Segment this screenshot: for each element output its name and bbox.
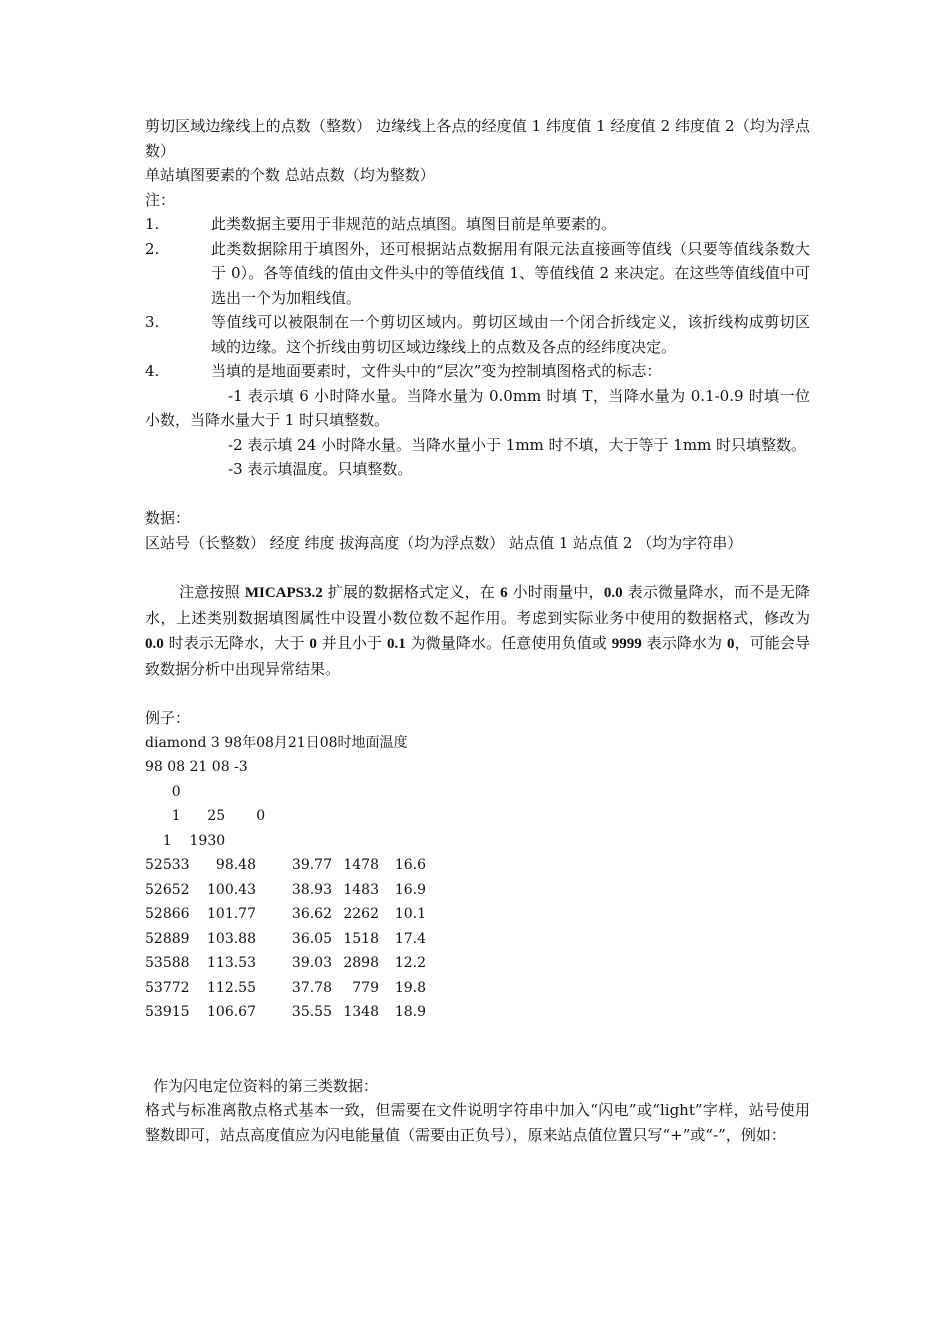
longitude-cell: 112.55 [207,979,256,996]
spacer [145,1049,810,1074]
latitude-cell: 37.78 [291,979,332,996]
value-cell: 17.4 [394,930,426,947]
note-number: 3. [145,313,160,331]
text-run: ，可能会导致数据分析中出现异常结果。 [145,633,810,678]
station-id-cell: 53915 [145,1004,190,1020]
notes-label: 注： [145,190,176,209]
station-id-cell: 53772 [145,979,190,996]
longitude-cell: 106.67 [207,1004,256,1020]
example-header-2: 0 [145,783,181,800]
table-row [145,1000,810,1025]
document-page [145,114,810,1147]
table-row [145,927,810,952]
example-header-1: 98 08 21 08 -3 [145,759,248,775]
bold-run: 0.0 [145,635,164,652]
latitude-cell: 36.05 [291,930,332,947]
latitude-cell: 39.03 [291,955,332,971]
note-4 [145,359,810,384]
value-cell: 18.9 [394,1004,426,1020]
spacer [145,555,810,580]
table-row [145,951,810,976]
text-run: 小时雨量中， [507,582,604,601]
text-run: 注意按照 [179,582,245,601]
text-run: 并且小于 [316,633,387,652]
spacer [145,682,810,707]
spacer [145,1025,810,1050]
sub-note-2: -2 表示填 24 小时降水量。当降水量小于 1mm 时不填，大于等于 1mm 时只填整数。 [228,435,807,454]
note-text: 当填的是地面要素时，文件头中的“层次”变为控制填图格式的标志： [211,362,662,380]
note-3 [145,310,810,359]
sub-note-3: -3 表示填温度。只填整数。 [228,460,413,478]
latitude-cell: 36.62 [291,906,332,922]
bold-run: 6 [500,584,508,601]
lightning-section-title: 作为闪电定位资料的第三类数据： [153,1076,379,1095]
clip-region-line: 剪切区域边缘线上的点数（整数） 边缘线上各点的经度值 1 纬度值 1 经度值 2 纬度值 2（均为浮点数） [145,117,810,160]
latitude-cell: 38.93 [291,881,332,898]
station-id-cell: 52533 [145,857,190,873]
note-text: 此类数据除用于填图外，还可根据站点数据用有限元法直接画等值线（只要等值线条数大于 0）。各等值线的值由文件头中的等值线值 1、等值线值 2 来决定。在这些等值线值中可选出一个为加粗线值。 [211,239,810,307]
text-run: 扩展的数据格式定义，在 [322,582,501,601]
bold-run: MICAPS3.2 [244,584,323,601]
text-run: 表示降水为 [641,633,727,652]
station-id-cell: 53588 [145,955,190,971]
table-row [145,878,810,903]
station-id-cell: 52652 [145,881,190,898]
example-label: 例子： [145,709,191,727]
note-number: 1. [145,215,160,233]
bold-run: 0 [309,635,317,652]
text-run: 时表示无降水，大于 [163,633,310,652]
example-header-4: 1 1930 [145,832,226,849]
table-row [145,902,810,927]
station-count-line: 单站填图要素的个数 总站点数（均为整数） [145,166,435,184]
bold-run: 9999 [611,635,642,652]
longitude-cell: 103.88 [207,930,256,947]
longitude-cell: 101.77 [207,906,256,922]
text-run: 表示微量降水，而不是无降水，上述类别数据填图属性中设置小数位数不起作用。考虑到实际业务中使用的数据格式，修改为 [145,582,810,627]
example-title: diamond 3 98年08月21日08时地面温度 [145,734,408,751]
spacer [145,482,810,507]
table-row [145,853,810,878]
altitude-cell: 1518 [343,930,379,947]
data-description: 区站号（长整数） 经度 纬度 拔海高度（均为浮点数） 站点值 1 站点值 2 （均为字符串） [145,533,743,552]
value-cell: 12.2 [394,955,426,971]
value-cell: 10.1 [394,906,426,922]
text-run: 为微量降水。任意使用负值或 [405,633,612,652]
note-number: 4. [145,362,160,380]
altitude-cell: 1478 [343,857,379,873]
table-row [145,976,810,1001]
value-cell: 19.8 [394,979,426,996]
note-number: 2. [145,239,160,258]
data-label: 数据： [145,509,191,527]
station-id-cell: 52889 [145,930,190,947]
example-header-3: 1 25 0 [145,808,266,824]
altitude-cell: 2898 [343,955,379,971]
altitude-cell: 2262 [343,906,379,922]
example-data-table [145,853,810,1025]
lightning-description: 格式与标准离散点格式基本一致，但需要在文件说明字符串中加入“闪电”或“light”字样，站号使用整数即可，站点高度值应为闪电能量值（需要由正负号），原来站点值位置只写“+”或“-”，例如： [145,1101,810,1144]
longitude-cell: 113.53 [207,955,256,971]
value-cell: 16.9 [394,881,426,898]
note-text: 等值线可以被限制在一个剪切区域内。剪切区域由一个闭合折线定义，该折线构成剪切区域的边缘。这个折线由剪切区域边缘线上的点数及各点的经纬度决定。 [211,313,810,356]
latitude-cell: 39.77 [291,857,332,873]
micaps-note-paragraph [145,580,810,682]
altitude-cell: 1483 [343,881,379,898]
sub-note-1: -1 表示填 6 小时降水量。当降水量为 0.0mm 时填 T，当降水量为 0.1-0.9 时填一位小数，当降水量大于 1 时只填整数。 [145,386,810,429]
station-id-cell: 52866 [145,906,190,922]
value-cell: 16.6 [394,857,426,873]
longitude-cell: 98.48 [215,857,256,873]
bold-run: 0 [727,635,735,652]
note-2 [145,237,810,311]
note-text: 此类数据主要用于非规范的站点填图。填图目前是单要素的。 [211,215,617,233]
altitude-cell: 1348 [343,1004,379,1020]
bold-run: 0.1 [387,635,406,652]
bold-run: 0.0 [603,584,623,601]
note-1 [145,212,810,237]
longitude-cell: 100.43 [207,881,256,898]
altitude-cell: 779 [352,979,379,996]
latitude-cell: 35.55 [291,1004,332,1020]
